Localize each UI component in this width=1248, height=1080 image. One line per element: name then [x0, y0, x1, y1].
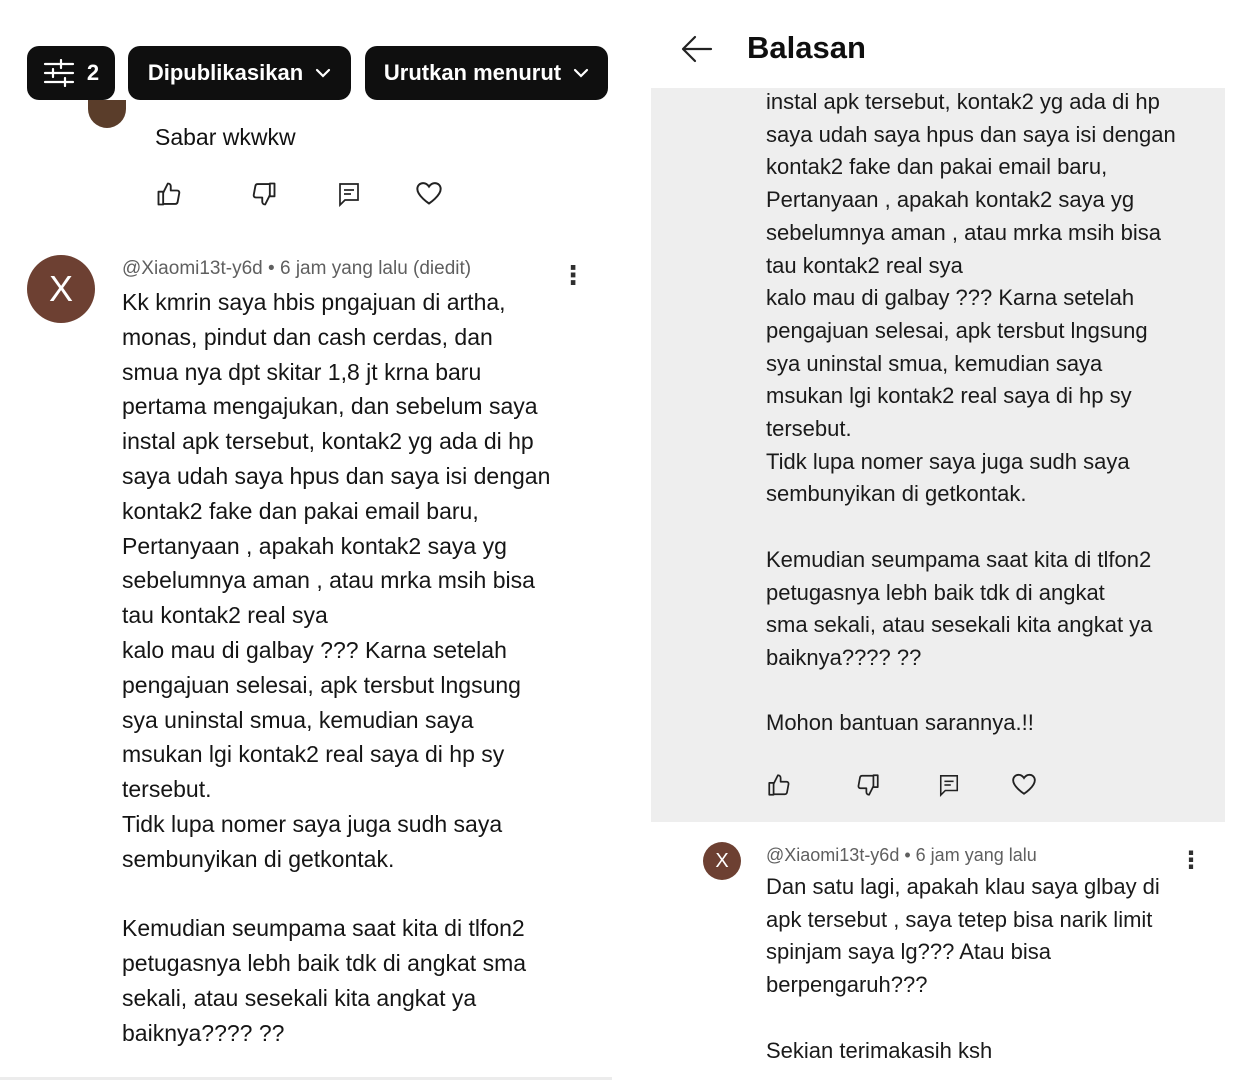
- filter-chip[interactable]: [27, 46, 115, 100]
- sort-chip[interactable]: [365, 46, 608, 100]
- left-comments-panel: [0, 0, 612, 1080]
- comment-meta: [122, 258, 471, 280]
- arrow-left-icon[interactable]: [680, 32, 714, 71]
- sort-label: Urutkan menurut: [383, 60, 562, 85]
- meta-separator: •: [268, 258, 280, 279]
- comment-author[interactable]: @Xiaomi13t-y6d: [122, 258, 263, 279]
- more-options-icon[interactable]: ⋮: [1179, 847, 1203, 874]
- avatar[interactable]: [703, 842, 741, 880]
- avatar-letter: X: [48, 268, 73, 309]
- published-label: Dipublikasikan: [147, 60, 304, 85]
- thumb-down-icon[interactable]: [855, 772, 881, 803]
- reply-meta: [766, 845, 1037, 866]
- thumb-up-icon[interactable]: [155, 180, 183, 213]
- comment-body: Kk kmrin saya hbis pngajuan di artha, monas, pindut dan cash cerdas, dan smua nya dpt skitar 1,8 jt krna baru pertama mengajukan, dan sebelum saya instal apk tersebut, kontak2 yg ada di hp saya udah saya hpus dan saya isi dengan kontak2 fake dan pakai email baru, Pertanyaan , apakah kontak2 saya yg sebelumnya aman , atau mrka msih bisa tau kontak2 real sya kalo mau di galbay ??? Karna setelah pengajuan selesai, apk tersbut lngsung sya uninstal smua, kemudian saya msukan lgi kontak2 real saya di hp sy tersebut. Tidk lupa nomer saya juga sudh saya sembunyikan di getkontak. Kemudian seumpama saat kita di tlfon2 petugasnya lebh baik tdk di angkat sma sekali, atau sesekali kita angkat ya baiknya???? ??: [122, 289, 551, 1046]
- avatar: [88, 100, 126, 128]
- avatar-letter: X: [715, 849, 729, 872]
- screen-edge: [1225, 0, 1248, 1080]
- published-filter-chip[interactable]: [128, 46, 351, 100]
- thumb-down-icon[interactable]: [250, 180, 278, 213]
- meta-separator: •: [904, 845, 916, 865]
- reply-icon[interactable]: [938, 773, 960, 802]
- sliders-icon: [43, 59, 75, 87]
- comment-time: 6 jam yang lalu (diedit): [279, 258, 472, 279]
- reply-icon[interactable]: [337, 181, 361, 212]
- highlighted-comment: [651, 88, 1225, 822]
- chevron-down-icon: [573, 68, 589, 78]
- filter-count: 2: [86, 60, 100, 85]
- page-title: Balasan: [747, 30, 866, 65]
- reply-time: 6 jam yang lalu: [915, 845, 1037, 865]
- replies-panel: [650, 0, 1248, 1080]
- reply-body: Dan satu lagi, apakah klau saya glbay di apk tersebut , saya tetep bisa narik limit spinjam saya lg??? Atau bisa berpengaruh??? Sekian terimakasih ksh: [766, 874, 1160, 1063]
- heart-icon[interactable]: [1011, 772, 1037, 801]
- avatar[interactable]: [27, 255, 95, 323]
- thumb-up-icon[interactable]: [766, 772, 792, 803]
- more-options-icon[interactable]: ⋮: [560, 260, 586, 290]
- reply-author[interactable]: @Xiaomi13t-y6d: [766, 845, 900, 865]
- heart-icon[interactable]: [415, 180, 443, 211]
- chevron-down-icon: [315, 68, 331, 78]
- reply-text: Sabar wkwkw: [155, 124, 296, 150]
- highlighted-comment-body: instal apk tersebut, kontak2 yg ada di hp saya udah saya hpus dan saya isi dengan kontak2 fake dan pakai email baru, Pertanyaan , apakah kontak2 saya yg sebelumnya aman , atau mrka msih bisa tau kontak2 real sya kalo mau di galbay ??? Karna setelah pengajuan selesai, apk tersbut lngsung sya uninstal smua, kemudian saya msukan lgi kontak2 real saya di hp sy tersebut. Tidk lupa nomer saya juga sudh saya sembunyikan di getkontak. Kemudian seumpama saat kita di tlfon2 petugasnya lebh baik tdk di angkat sma sekali, atau sesekali kita angkat ya baiknya???? ?? Mohon bantuan sarannya.!!: [766, 89, 1176, 736]
